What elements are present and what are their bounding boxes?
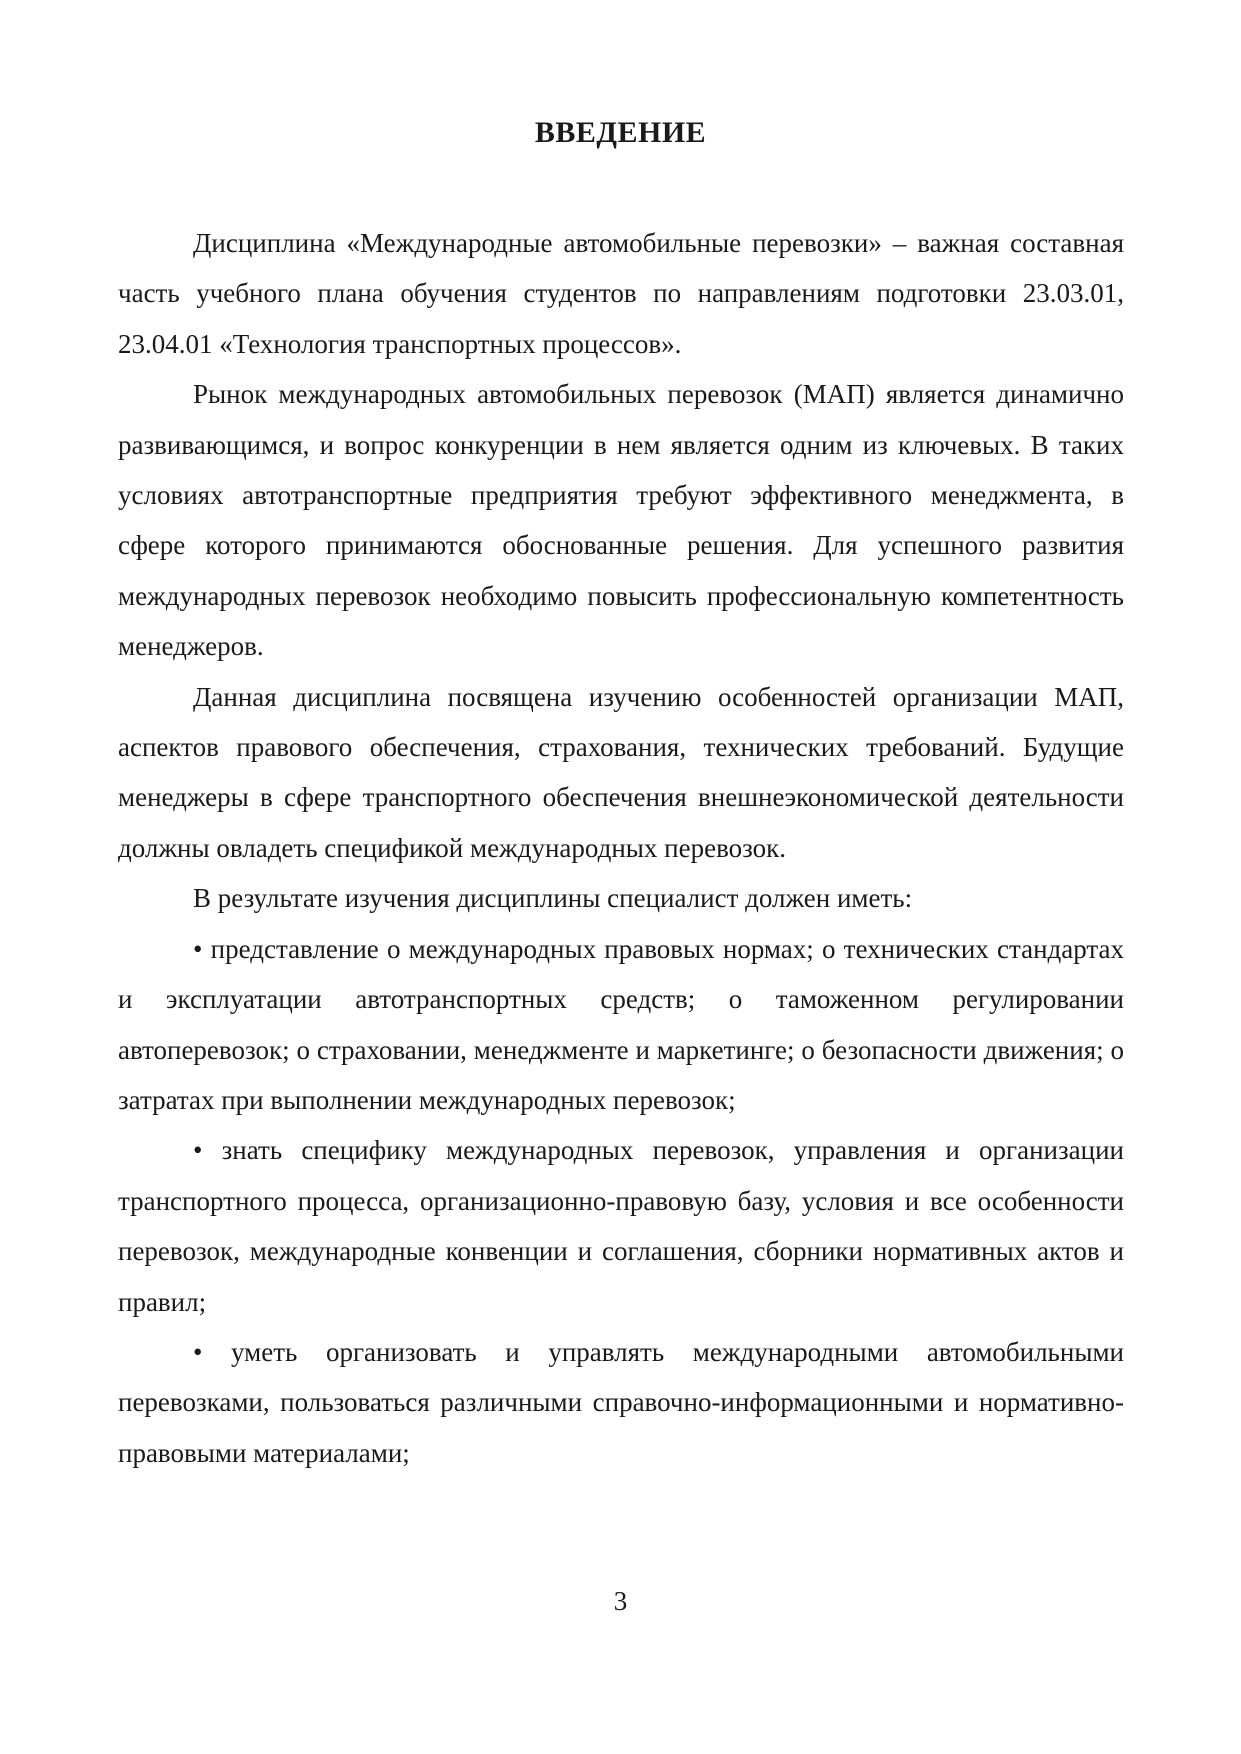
paragraph-market: Рынок международных автомобильных перевозок (МАП) является динамично развивающимся, и вопрос конкуренции в нем является одним из ключевых. В таких условиях автотранспортные предприятия требуют эффективного менеджмента, в сфере которого принимаются обоснованные решения. Для успешного развития международных перевозок необходимо повысить профессиональную компетентность менеджеров. bbox=[118, 379, 1124, 662]
paragraph-discipline-intro: Дисциплина «Международные автомобильные перевозки» – важная составная часть учебного плана обучения студентов по направлениям подготовки 23.03.01, 23.04.01 «Технология транспортных процессов». bbox=[118, 228, 1124, 359]
paragraph-discipline-focus: Данная дисциплина посвящена изучению особенностей организации МАП, аспектов правового обеспечения, страхования, технических требований. Будущие менеджеры в сфере транспортного обеспечения внешнеэкономической деятельности должны овладеть спецификой международных перевозок. bbox=[118, 681, 1124, 863]
body-text bbox=[118, 218, 1124, 1478]
bullet-representation: • представление о международных правовых нормах; о технических стандартах и эксплуатации автотранспортных средств; о таможенном регулировании автоперевозок; о страховании, менеджменте и маркетинге; о безопасности движения; о затратах при выполнении международных перевозок; bbox=[118, 933, 1124, 1115]
bullet-be-able: • уметь организовать и управлять международными автомобильными перевозками, пользоваться различными справочно-информационными и нормативно-правовыми материалами; bbox=[118, 1336, 1124, 1468]
paragraph-learning-outcomes: В результате изучения дисциплины специалист должен иметь: bbox=[193, 883, 913, 914]
page-title: ВВЕДЕНИЕ bbox=[534, 116, 707, 149]
page-number: 3 bbox=[613, 1586, 628, 1616]
bullet-know: • знать специфику международных перевозок, управления и организации транспортного процесса, организационно-правовую базу, условия и все особенности перевозок, международные конвенции и соглашения, сборники нормативных актов и правил; bbox=[118, 1135, 1124, 1317]
